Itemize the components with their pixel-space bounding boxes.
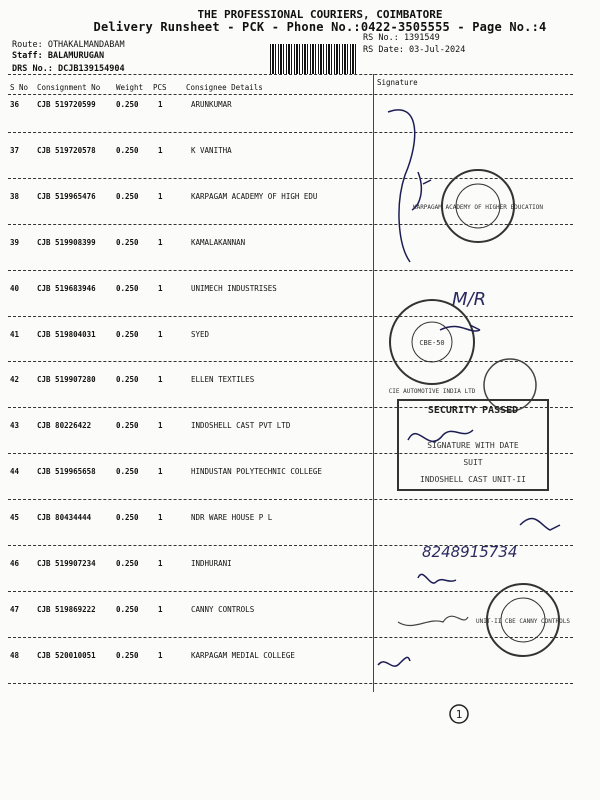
row-weight: 0.250 — [116, 421, 139, 431]
row-weight: 0.250 — [116, 559, 139, 568]
stamp-security-line1: SECURITY PASSED — [427, 405, 519, 416]
row-consignment-no: CJB 519965658 — [37, 467, 96, 477]
drs-number: DRS No.: DCJB139154904 — [12, 64, 125, 74]
row-sno: 37 — [10, 145, 20, 155]
row-weight: 0.250 — [116, 237, 139, 247]
row-weight: 0.250 — [116, 145, 139, 155]
row-pcs: 1 — [158, 650, 163, 660]
row-pcs: 1 — [158, 237, 163, 247]
runsheet-subtitle: Delivery Runsheet - PCK - Phone No.:0422-3505555 - Page No.:4 — [93, 20, 547, 34]
row-weight: 0.250 — [116, 650, 139, 660]
row-sno: 39 — [10, 237, 20, 247]
row-pcs: 1 — [158, 191, 163, 201]
row-consignment-no: CJB 80226422 — [37, 421, 92, 431]
row-consignee: NDR WARE HOUSE P L — [191, 513, 273, 523]
stamp-cie-text: CIE AUTOMOTIVE INDIA LTD — [388, 388, 476, 395]
row-pcs: 1 — [158, 329, 163, 339]
row-consignee: UNIMECH INDUSTRISES — [191, 283, 277, 293]
row-consignee: SYED — [191, 329, 210, 339]
signature-scribble-41 — [440, 325, 480, 331]
stamp-ellen — [484, 359, 536, 411]
company-title: THE PROFESSIONAL COURIERS, COIMBATORE — [197, 8, 443, 21]
row-weight: 0.250 — [116, 467, 139, 477]
page-mark: 1 — [455, 708, 463, 721]
row-pcs: 1 — [158, 604, 163, 614]
row-pcs: 1 — [158, 283, 163, 293]
signature-scribble-43 — [408, 430, 473, 441]
stamp-cie-inner: CBE-50 — [419, 339, 445, 347]
row-pcs: 1 — [158, 467, 163, 477]
row-sno: 48 — [10, 650, 20, 660]
col-weight: Weight — [116, 83, 144, 92]
row-consignment-no: CJB 519907234 — [37, 559, 96, 568]
row-consignment-no: CJB 519720578 — [37, 145, 96, 155]
signature-scribble-46 — [418, 574, 456, 583]
row-consignment-no: CJB 519965476 — [37, 191, 96, 201]
row-weight: 0.250 — [116, 191, 139, 201]
row-weight: 0.250 — [116, 283, 139, 293]
signature-scribble-36 — [388, 110, 415, 262]
row-consignment-no: CJB 519869222 — [37, 604, 96, 614]
row-sno: 42 — [10, 375, 20, 385]
row-pcs: 1 — [158, 375, 163, 385]
row-consignee: KARPAGAM MEDIAL COLLEGE — [191, 650, 295, 660]
col-signature: Signature — [377, 78, 418, 87]
col-pcs: PCS — [153, 83, 167, 92]
rs-date: RS Date: 03-Jul-2024 — [363, 45, 466, 55]
row-sno: 36 — [10, 100, 20, 109]
mr-note: M/R — [452, 289, 487, 310]
row-consignee: CANNY CONTROLS — [191, 604, 255, 614]
row-weight: 0.250 — [116, 513, 139, 523]
row-consignment-no: CJB 519720599 — [37, 100, 96, 109]
signature-scribble-45 — [520, 519, 560, 530]
row-pcs: 1 — [158, 513, 163, 523]
row-weight: 0.250 — [116, 375, 139, 385]
phone-note: 8248915734 — [422, 543, 518, 561]
staff-label: Staff: BALAMURUGAN — [12, 51, 105, 61]
stamp-karpagam-text: KARPAGAM ACADEMY OF HIGHER EDUCATION — [412, 204, 544, 211]
stamp-security-line3: SUIT — [463, 458, 483, 467]
row-pcs: 1 — [158, 145, 163, 155]
row-weight: 0.250 — [116, 604, 139, 614]
row-pcs: 1 — [158, 421, 163, 431]
rs-number: RS No.: 1391549 — [363, 33, 440, 43]
signature-scribble-48 — [378, 657, 410, 666]
row-sno: 43 — [10, 421, 20, 431]
row-sno: 44 — [10, 467, 20, 477]
row-consignee: ARUNKUMAR — [191, 100, 232, 109]
stamp-security-line2: SIGNATURE WITH DATE — [427, 441, 519, 450]
row-consignee: ELLEN TEXTILES — [191, 375, 255, 385]
row-consignment-no: CJB 519908399 — [37, 237, 96, 247]
row-consignee: HINDUSTAN POLYTECHNIC COLLEGE — [191, 467, 322, 477]
row-consignment-no: CJB 80434444 — [37, 513, 92, 523]
row-sno: 38 — [10, 191, 20, 201]
row-consignee: INDHURANI — [191, 559, 232, 568]
row-consignment-no: CJB 519907280 — [37, 375, 96, 385]
row-consignee: K VANITHA — [191, 145, 232, 155]
row-consignee: INDOSHELL CAST PVT LTD — [191, 421, 291, 431]
row-sno: 41 — [10, 329, 20, 339]
row-sno: 47 — [10, 604, 20, 614]
route-label: Route: OTHAKALMANDABAM — [12, 40, 125, 50]
stamp-canny-text: UNIT-II CBE CANNY CONTROLS — [476, 618, 570, 625]
col-consignment: Consignment No — [37, 83, 101, 92]
row-consignment-no: CJB 520010051 — [37, 650, 96, 660]
row-consignee: KAMALAKANNAN — [191, 237, 246, 247]
row-weight: 0.250 — [116, 100, 139, 109]
row-consignee: KARPAGAM ACADEMY OF HIGH EDU — [191, 191, 318, 201]
col-consignee: Consignee Details — [186, 83, 263, 92]
row-consignment-no: CJB 519804031 — [37, 329, 96, 339]
row-pcs: 1 — [158, 100, 163, 109]
row-consignment-no: CJB 519683946 — [37, 283, 96, 293]
stamp-security-line4: INDOSHELL CAST UNIT-II — [420, 475, 526, 484]
col-sno: S No — [10, 83, 29, 92]
row-sno: 40 — [10, 283, 20, 293]
row-pcs: 1 — [158, 559, 163, 568]
signature-scribble-47 — [398, 616, 468, 625]
row-weight: 0.250 — [116, 329, 139, 339]
row-sno: 46 — [10, 559, 20, 568]
row-sno: 45 — [10, 513, 20, 523]
